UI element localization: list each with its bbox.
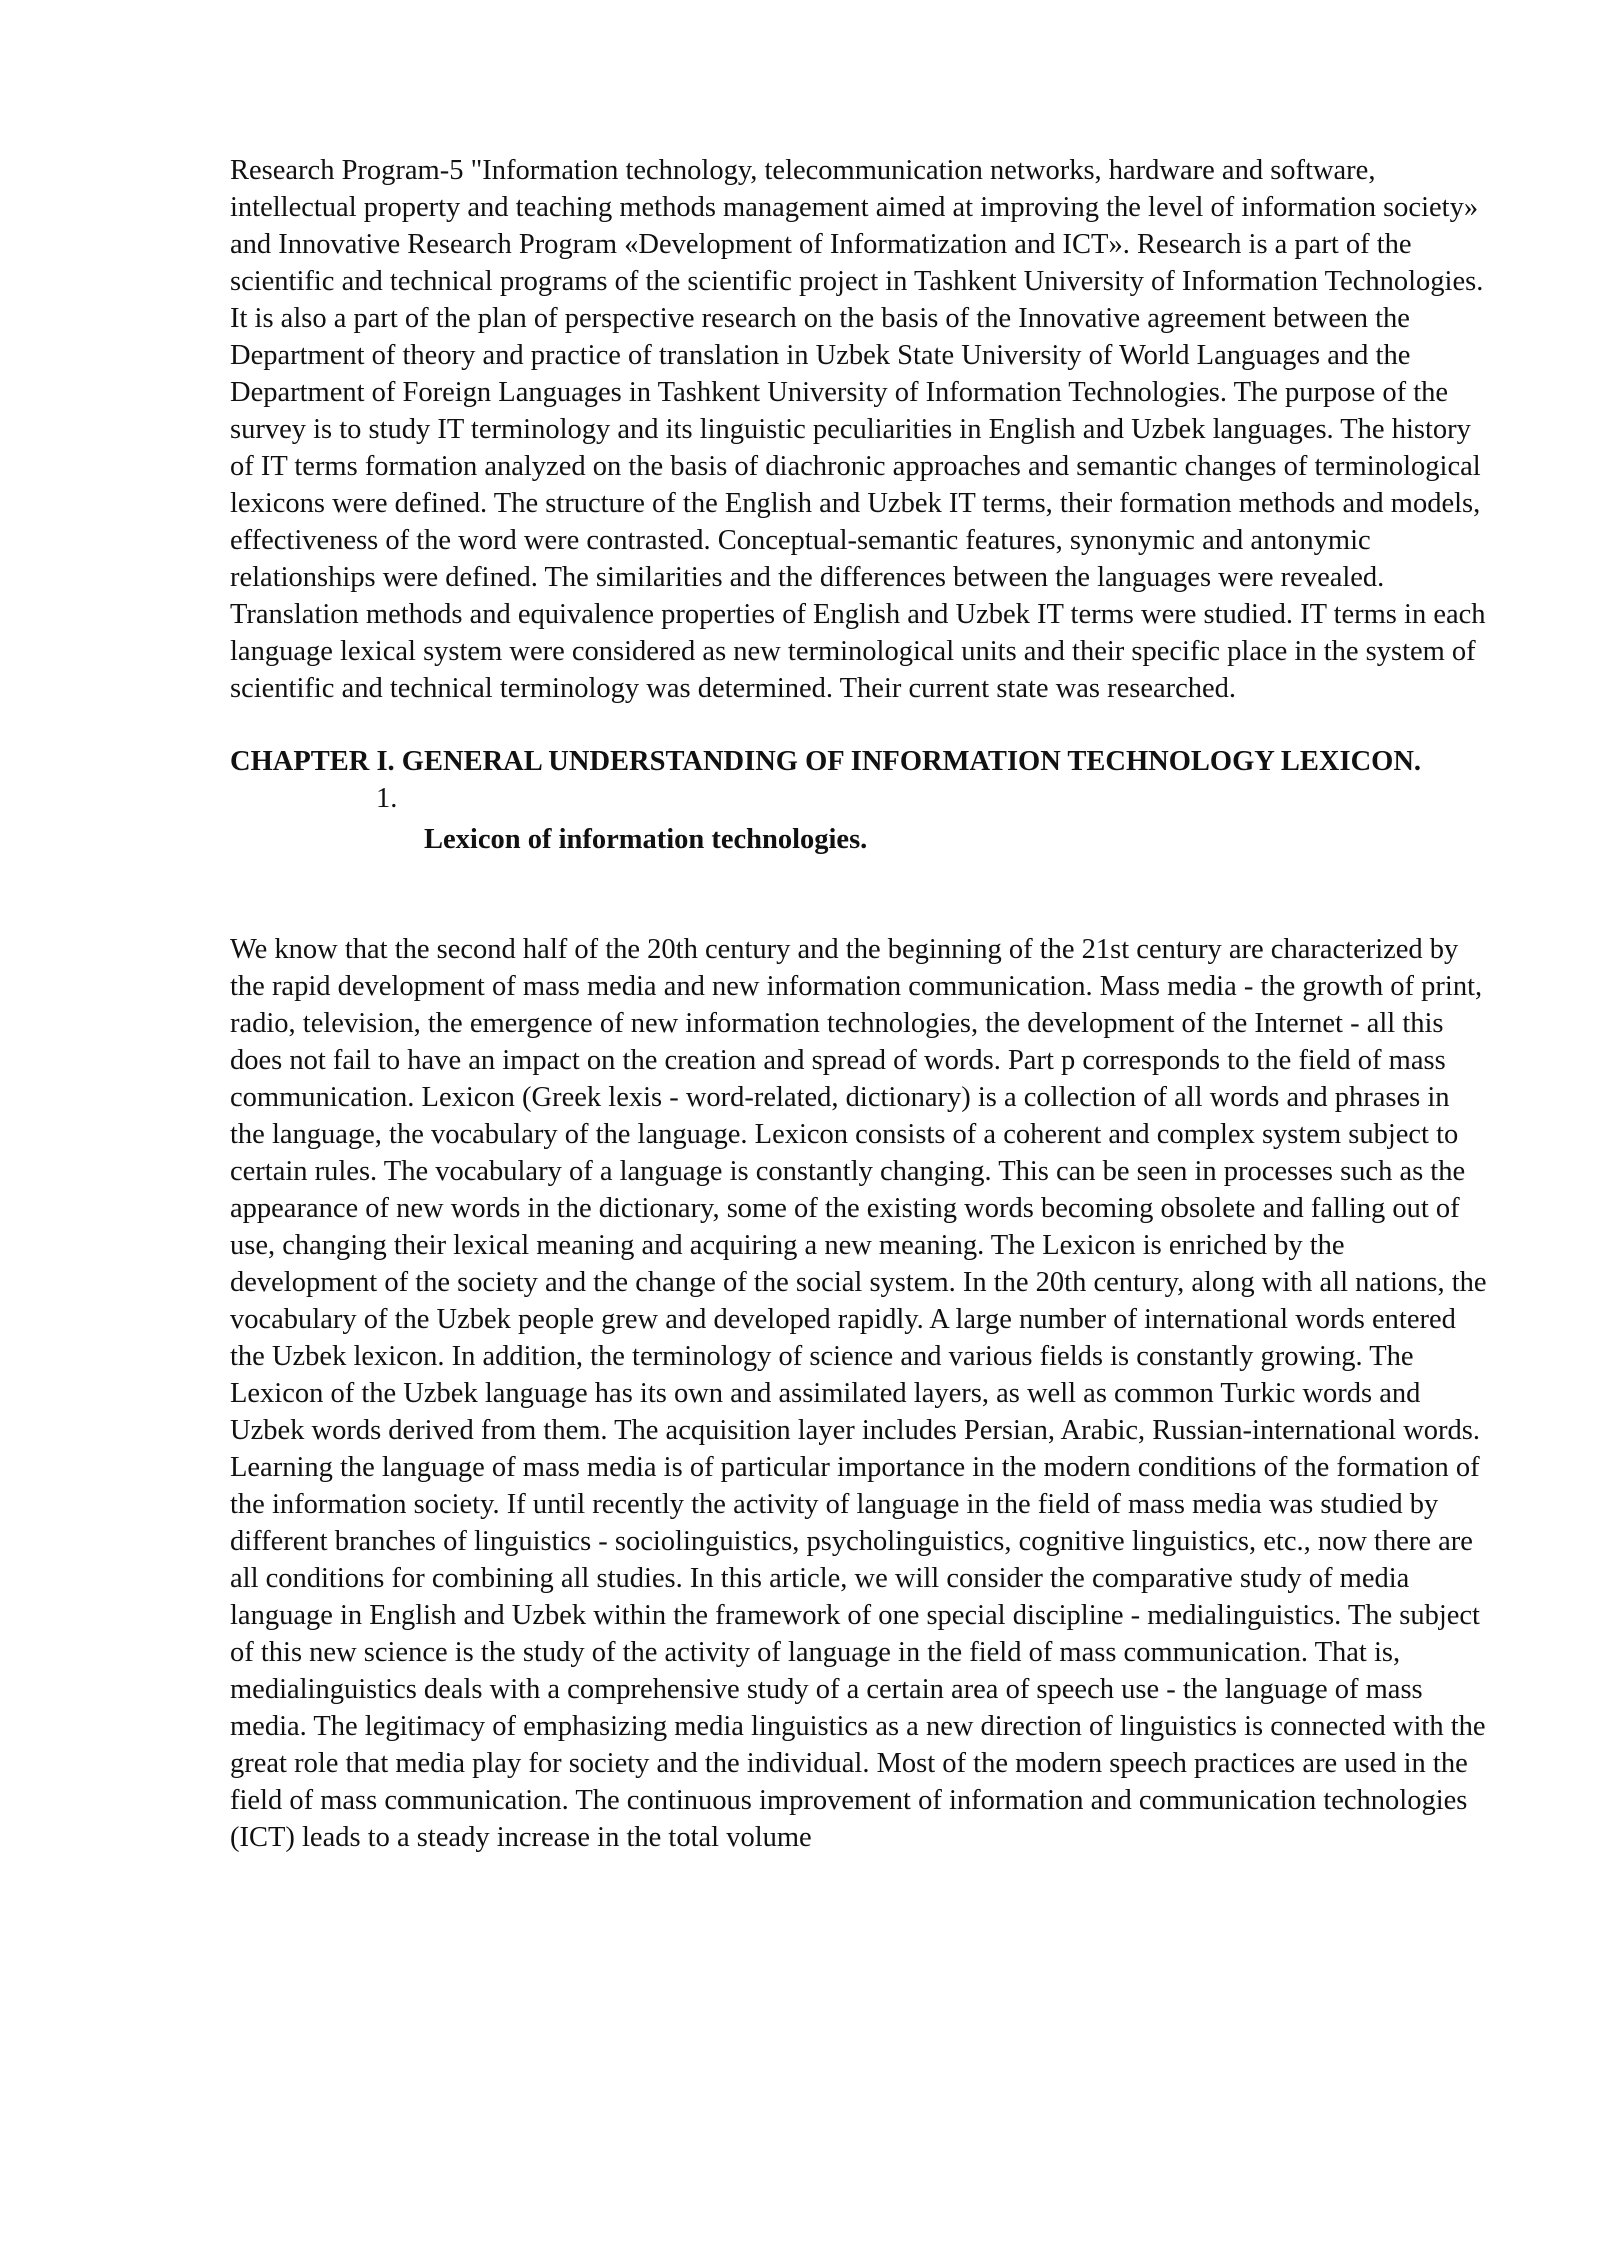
chapter-heading: CHAPTER I. GENERAL UNDERSTANDING OF INFORMATION TECHNOLOGY LEXICON.: [230, 746, 1422, 777]
section-list-number: 1.: [376, 783, 398, 814]
section-heading: Lexicon of information technologies.: [424, 824, 868, 855]
intro-paragraph: Research Program-5 "Information technology, telecommunication networks, hardware and software, intellectual property and teaching methods management aimed at improving the level of information society» and Innovative Research Program «Development of Informatization and ICT». Research is a part of the scientific and technical programs of the scientific project in Tashkent University of Information Technologies. It is also a part of the plan of perspective research on the basis of the Innovative agreement between the Department of theory and practice of translation in Uzbek State University of World Languages and the Department of Foreign Languages in Tashkent University of Information Technologies. The purpose of the survey is to study IT terminology and its linguistic peculiarities in English and Uzbek languages. The history of IT terms formation analyzed on the basis of diachronic approaches and semantic changes of terminological lexicons were defined. The structure of the English and Uzbek IT terms, their formation methods and models, effectiveness of the word were contrasted. Conceptual-semantic features, synonymic and antonymic relationships were defined. The similarities and the differences between the languages were revealed. Translation methods and equivalence properties of English and Uzbek IT terms were studied. IT terms in each language lexical system were considered as new terminological units and their specific place in the system of scientific and technical terminology was determined. Their current state was researched.: [230, 155, 1486, 704]
body-paragraph: We know that the second half of the 20th century and the beginning of the 21st century are characterized by the rapid development of mass media and new information communication. Mass media - the growth of print, radio, television, the emergence of new information technologies, the development of the Internet - all this does not fail to have an impact on the creation and spread of words. Part p corresponds to the field of mass communication. Lexicon (Greek lexis - word-related, dictionary) is a collection of all words and phrases in the language, the vocabulary of the language. Lexicon consists of a coherent and complex system subject to certain rules. The vocabulary of a language is constantly changing. This can be seen in processes such as the appearance of new words in the dictionary, some of the existing words becoming obsolete and falling out of use, changing their lexical meaning and acquiring a new meaning. The Lexicon is enriched by the development of the society and the change of the social system. In the 20th century, along with all nations, the vocabulary of the Uzbek people grew and developed rapidly. A large number of international words entered the Uzbek lexicon. In addition, the terminology of science and various fields is constantly growing. The Lexicon of the Uzbek language has its own and assimilated layers, as well as common Turkic words and Uzbek words derived from them. The acquisition layer includes Persian, Arabic, Russian-international words. Learning the language of mass media is of particular importance in the modern conditions of the formation of the information society. If until recently the activity of language in the field of mass media was studied by different branches of linguistics - sociolinguistics, psycholinguistics, cognitive linguistics, etc., now there are all conditions for combining all studies. In this article, we will consider the comparative study of media language in English and Uzbek within the framework of one special discipline - medialinguistics. The subject of this new science is the study of the activity of language in the field of mass communication. That is, medialinguistics deals with a comprehensive study of a certain area of speech use - the language of mass media. The legitimacy of emphasizing media linguistics as a new direction of linguistics is connected with the great role that media play for society and the individual. Most of the modern speech practices are used in the field of mass communication. The continuous improvement of information and communication technologies (ICT) leads to a steady increase in the total volume: [230, 934, 1487, 1853]
document-content: [230, 152, 1490, 1856]
